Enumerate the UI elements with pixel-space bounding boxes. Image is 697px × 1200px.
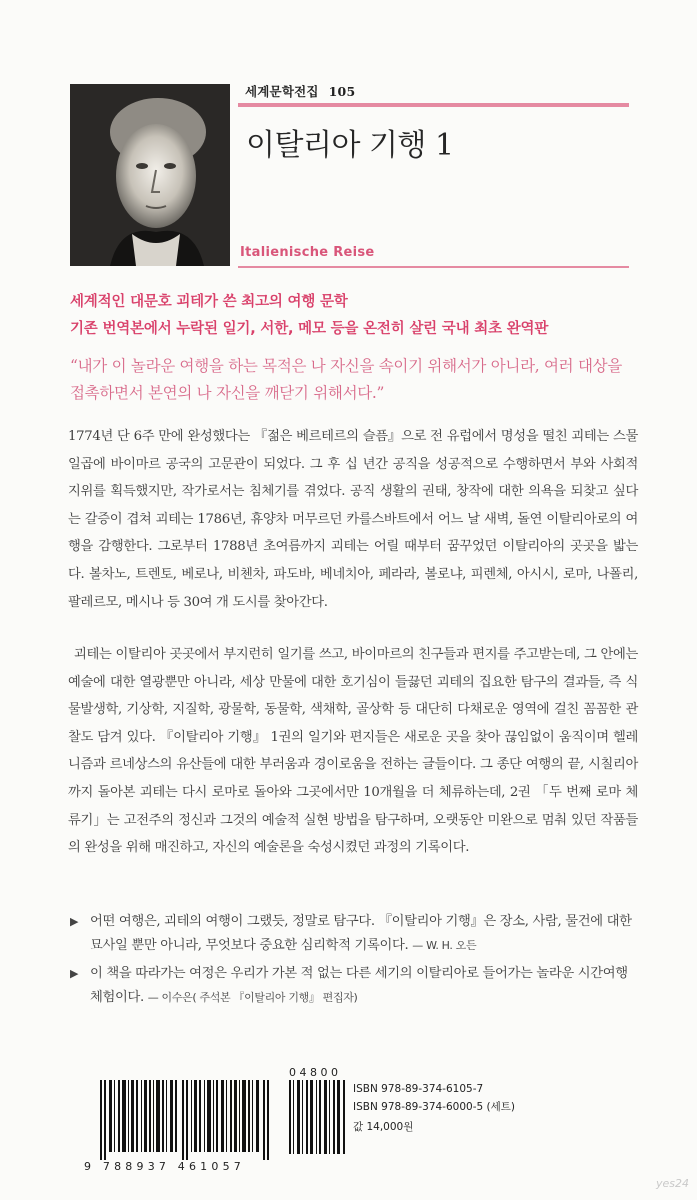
tagline-2: 기존 번역본에서 누락된 일기, 서한, 메모 등을 온전히 살린 국내 최초 완역판 bbox=[70, 321, 549, 337]
triangle-bullet-icon: ▶ bbox=[70, 967, 79, 980]
review-source: — W. H. 오든 bbox=[412, 939, 477, 952]
barcode-addon-digits: 04800 bbox=[289, 1066, 342, 1079]
goethe-portrait bbox=[70, 84, 230, 266]
barcode bbox=[100, 1080, 270, 1160]
tagline-1: 세계적인 대문호 괴테가 쓴 최고의 여행 문학 bbox=[70, 294, 348, 310]
barcode-addon bbox=[289, 1080, 347, 1154]
book-title: 이탈리아 기행 1 bbox=[246, 128, 454, 163]
barcode-digits: 9 788937 461057 bbox=[84, 1160, 245, 1173]
description-paragraph-2: 괴테는 이탈리아 곳곳에서 부지런히 일기를 쓰고, 바이마르의 친구들과 편지를 주고받는데, 그 안에는 예술에 대한 열광뿐만 아니라, 세상 만물에 대한 호기심이 들끓던 괴테의 집요한 탐구의 결과들, 즉 식물발생학, 기상학, 지질학, 광물학, 동물학, 색채학, 골상학 등 대단히 다채로운 영역에 걸친 꼼꼼한 관찰도 담겨 있다. 『이탈리아 기행』 1권의 일기와 편지들은 새로운 곳을 찾아 끊임없이 움직이며 헬레니즘과 르네상스의 유산들에 대한 부러움과 경이로움을 전하는 글들이다. 그 종단 여행의 끝, 시칠리아까지 돌아본 괴테는 다시 로마로 돌아와 그곳에서만 10개월을 더 체류하는데, 2권 「두 번째 로마 체류기」는 고전주의 정신과 그것의 예술적 실현 방법을 탐구하며, 오랫동안 미완으로 멈춰 있던 작품들의 완성을 위해 매진하고, 자신의 예술론을 숙성시켰던 과정의 기록이다. bbox=[68, 647, 638, 856]
review-list bbox=[70, 910, 638, 1014]
review-text: 어떤 여행은, 괴테의 여행이 그랬듯, 정말로 탐구다. 『이탈리아 기행』은 장소, 사람, 물건에 대한 묘사일 뿐만 아니라, 무엇보다 중요한 심리학적 기록이다. bbox=[90, 914, 632, 953]
review-item bbox=[70, 962, 638, 1010]
series-label bbox=[245, 82, 355, 100]
isbn-set-line: ISBN 978-89-374-6000-5 (세트) bbox=[353, 1101, 515, 1113]
review-text: 이 책을 따라가는 여정은 우리가 가본 적 없는 다른 세기의 이탈리아로 들어가는 놀라운 시간여행 체험이다. bbox=[90, 966, 628, 1005]
pink-rule-bottom bbox=[238, 266, 629, 268]
description-paragraph-1: 1774년 단 6주 만에 완성했다는 『젊은 베르테르의 슬픔』으로 전 유럽에서 명성을 떨친 괴테는 스물일곱에 바이마르 공국의 고문관이 되었다. 그 후 십 년간 공직을 성공적으로 수행하면서 부와 사회적 지위를 획득했지만, 작가로서는 침체기를 겪었다. 공직 생활의 권태, 창작에 대한 의욕을 되찾고 싶다는 갈증이 겹쳐 괴테는 1786년, 휴양차 머무르던 카를스바트에서 어느 날 새벽, 돌연 이탈리아로의 여행을 감행한다. 그로부터 1788년 초여름까지 괴테는 어릴 때부터 꿈꾸었던 이탈리아의 곳곳을 밟는다. 볼차노, 트렌토, 베로나, 비첸차, 파도바, 베네치아, 페라라, 볼로냐, 피렌체, 아시시, 로마, 나폴리, 팔레르모, 메시나 등 30여 개 도시를 찾아간다. bbox=[68, 429, 638, 610]
isbn-line: ISBN 978-89-374-6105-7 bbox=[353, 1083, 484, 1095]
pink-rule-top bbox=[238, 103, 629, 107]
series-number: 105 bbox=[328, 84, 356, 99]
review-item bbox=[70, 910, 638, 958]
triangle-bullet-icon: ▶ bbox=[70, 915, 79, 928]
price: 값 14,000원 bbox=[353, 1121, 414, 1133]
original-title: Italienische Reise bbox=[240, 245, 375, 260]
quote: “내가 이 놀라운 여행을 하는 목적은 나 자신을 속이기 위해서가 아니라, 여러 대상을 접촉하면서 본연의 나 자신을 깨닫기 위해서다.” bbox=[70, 357, 622, 402]
series-name: 세계문학전집 bbox=[245, 84, 319, 99]
watermark: yes24 bbox=[655, 1177, 689, 1190]
review-source: — 이수은( 주석본 『이탈리아 기행』 편집자) bbox=[147, 991, 358, 1004]
